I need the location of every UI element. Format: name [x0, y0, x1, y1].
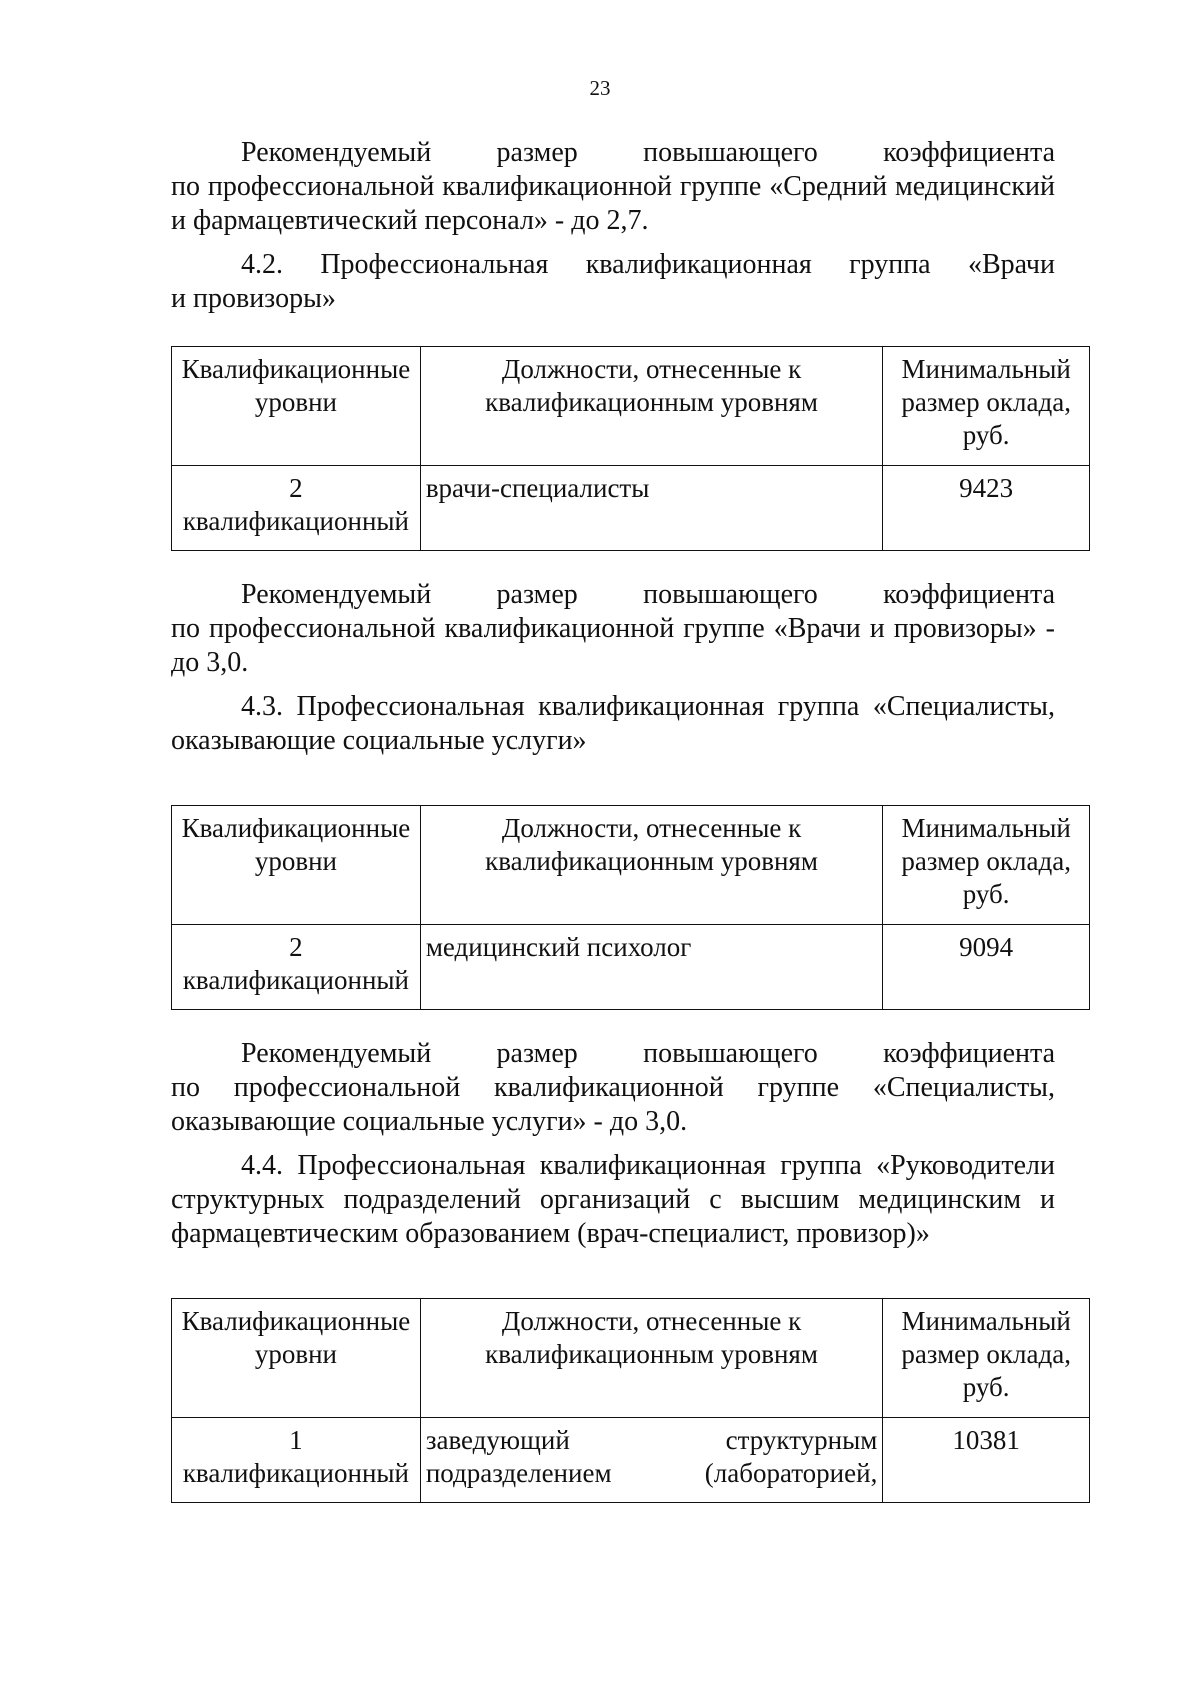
positions-word: структурным — [725, 1425, 878, 1455]
heading-line: и провизоры» — [171, 283, 336, 314]
page-number: 23 — [589, 76, 611, 100]
positions-line — [426, 1457, 878, 1490]
heading-line: оказывающие социальные услуги» — [171, 725, 587, 756]
paragraph-line: Рекомендуемый размер повышающего коэффициента — [241, 579, 1055, 610]
cell-positions: медицинский психолог — [420, 925, 883, 1010]
table-header-row — [172, 806, 1090, 925]
paragraph-line: оказывающие социальные услуги» - до 3,0. — [171, 1106, 688, 1137]
header-positions: Должности, отнесенные к квалификационным уровням — [420, 1299, 883, 1418]
recommendation-paragraph-1 — [171, 136, 1055, 238]
cell-salary: 9094 — [883, 925, 1090, 1010]
cell-positions: врачи-специалисты — [420, 466, 883, 551]
heading-line: 4.3. Профессиональная квалификационная группа «Специалисты, — [241, 691, 1055, 722]
paragraph-line: по профессиональной квалификационной группе «Специалисты, — [171, 1072, 1055, 1103]
cell-salary: 9423 — [883, 466, 1090, 551]
cell-level: 2 квалификационный — [172, 466, 421, 551]
table-header-row — [172, 347, 1090, 466]
header-positions: Должности, отнесенные к квалификационным уровням — [420, 806, 883, 925]
header-qualification-levels: Квалификационные уровни — [172, 806, 421, 925]
paragraph-line: по профессиональной квалификационной группе «Средний медицинский — [171, 171, 1055, 202]
qualification-table-4-3 — [171, 805, 1090, 1010]
paragraph-line: Рекомендуемый размер повышающего коэффициента — [241, 1038, 1055, 1069]
cell-salary: 10381 — [883, 1418, 1090, 1503]
paragraph-line: Рекомендуемый размер повышающего коэффициента — [241, 137, 1055, 168]
heading-line: структурных подразделений организаций с высшим медицинским и — [171, 1184, 1055, 1215]
header-min-salary: Минимальный размер оклада, руб. — [883, 1299, 1090, 1418]
recommendation-paragraph-2 — [171, 578, 1055, 680]
section-heading-4-3 — [171, 690, 1055, 758]
qualification-table-4-4 — [171, 1298, 1090, 1503]
paragraph-line: и фармацевтический персонал» - до 2,7. — [171, 205, 649, 236]
header-qualification-levels: Квалификационные уровни — [172, 347, 421, 466]
table-row — [172, 925, 1090, 1010]
cell-level: 1 квалификационный — [172, 1418, 421, 1503]
heading-line: фармацевтическим образованием (врач-специалист, провизор)» — [171, 1218, 930, 1249]
positions-line — [426, 1424, 878, 1457]
table-row — [172, 466, 1090, 551]
cell-positions — [420, 1418, 883, 1503]
paragraph-line: до 3,0. — [171, 647, 249, 678]
header-positions: Должности, отнесенные к квалификационным уровням — [420, 347, 883, 466]
heading-line: 4.4. Профессиональная квалификационная группа «Руководители — [241, 1150, 1055, 1181]
recommendation-paragraph-3 — [171, 1037, 1055, 1139]
heading-line: 4.2. Профессиональная квалификационная группа «Врачи — [241, 249, 1055, 280]
header-min-salary: Минимальный размер оклада, руб. — [883, 347, 1090, 466]
section-heading-4-4 — [171, 1149, 1055, 1251]
qualification-table-4-2 — [171, 346, 1090, 551]
positions-word: (лабораторией, — [704, 1458, 878, 1488]
table-header-row — [172, 1299, 1090, 1418]
header-min-salary: Минимальный размер оклада, руб. — [883, 806, 1090, 925]
paragraph-line: по профессиональной квалификационной группе «Врачи и провизоры» - — [171, 613, 1055, 644]
cell-level: 2 квалификационный — [172, 925, 421, 1010]
section-heading-4-2 — [171, 248, 1055, 316]
table-row — [172, 1418, 1090, 1503]
header-qualification-levels: Квалификационные уровни — [172, 1299, 421, 1418]
positions-word: подразделением — [425, 1458, 612, 1488]
positions-word: заведующий — [425, 1425, 570, 1455]
